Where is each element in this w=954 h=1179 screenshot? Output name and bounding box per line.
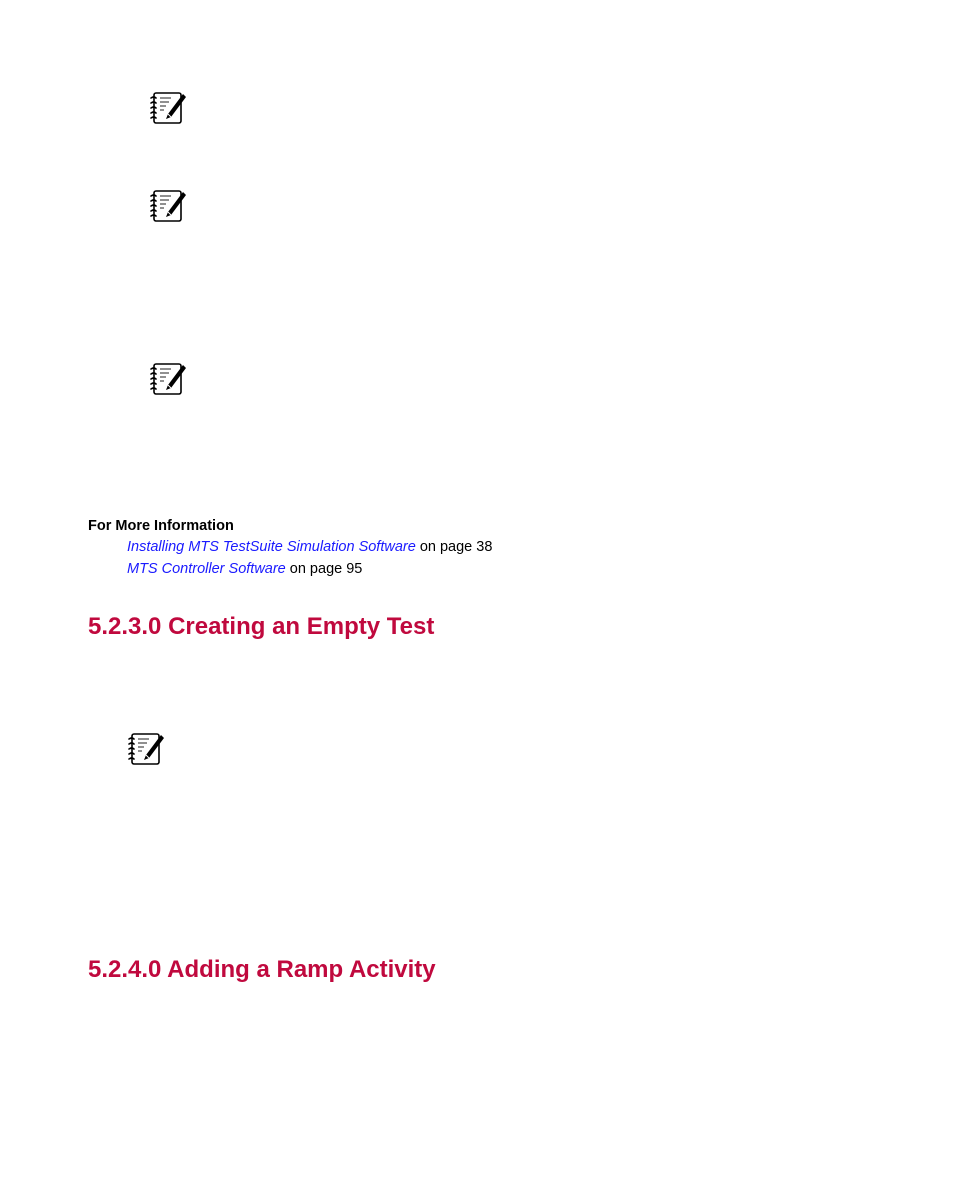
page-reference: on page 95 [285, 561, 363, 577]
note-icon [149, 361, 187, 397]
for-more-information [88, 516, 788, 580]
for-more-information-title: For More Information [88, 518, 234, 534]
section-heading-creating-empty-test: 5.2.3.0 Creating an Empty Test [88, 613, 435, 640]
installing-simulation-software-link[interactable]: Installing MTS TestSuite Simulation Software [127, 539, 416, 555]
page-reference: on page 38 [415, 539, 493, 555]
note-icon [149, 90, 187, 126]
reference-line [127, 558, 788, 580]
controller-software-link[interactable]: MTS Controller Software [127, 561, 286, 577]
note-pencil-icon [149, 361, 187, 397]
reference-line [127, 536, 788, 558]
section-heading-adding-ramp-activity: 5.2.4.0 Adding a Ramp Activity [88, 956, 436, 983]
note-pencil-icon [149, 188, 187, 224]
note-icon [127, 731, 165, 767]
note-pencil-icon [149, 90, 187, 126]
note-icon [149, 188, 187, 224]
note-pencil-icon [127, 731, 165, 767]
